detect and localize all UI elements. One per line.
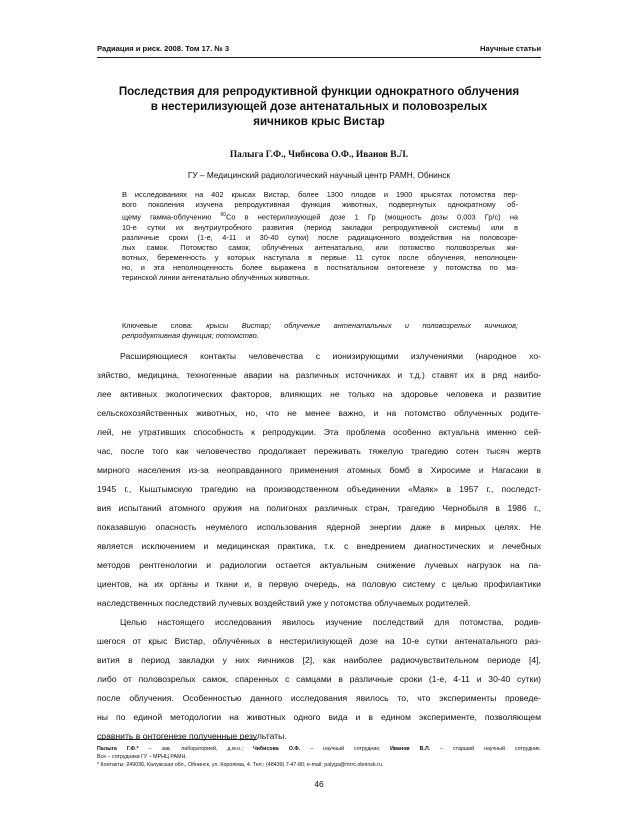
keywords-text: крысы Вистар; облучение антенатальных и половозрелых яичников; — [206, 321, 518, 330]
paragraph-line: 1945 г., Кыштымскую трагедию на производственном объединении «Маяк» в 1957 г., последст- — [97, 484, 541, 494]
paragraph-line: ны по единой методологии на животных одного вида и в едином эксперименте, позволяющем — [97, 712, 541, 722]
paragraph-line: либо от половозрелых самок, спаренных с самцами в различные сроки (1-е, 4-11 и 30-40 сутки) — [97, 674, 541, 684]
abstract-text: Co в нестерилизующей дозе 1 Гр (мощность дозы 0,003 Гр/с) на — [226, 212, 519, 222]
keywords-label: Ключевые слова: — [122, 321, 207, 330]
paragraph-line: вития в период закладки у них яичников [2], как наиболее радиочувствительном периоде [4], — [97, 655, 541, 665]
article-title — [97, 84, 541, 129]
abstract-line: лых самок. Потомство самок, облучённых антенатально, или потомство половозрелых жи- — [122, 242, 518, 252]
article-authors: Палыга Г.Ф., Чибисова О.Ф., Иванов В.Л. — [229, 150, 409, 160]
title-line: яичников крыс Вистар — [253, 115, 385, 128]
title-line: в нестерилизующей дозе антенатальных и половозрелых — [150, 100, 488, 113]
keywords — [122, 321, 518, 341]
abstract-line: В исследованиях на 402 крысах Вистар, более 1300 плодов и 1900 крысятах потомства пер- — [122, 190, 518, 199]
running-header — [97, 43, 541, 57]
paragraph-line: сравнить в онтогенезе полученные результаты. — [97, 731, 287, 741]
section-name: Научные статьи — [480, 44, 541, 53]
abstract-line: но, и эта неполноценность более выражена в постнатальном онтогенезе у потомства по ма- — [122, 263, 518, 273]
author-name: Палыга Г.Ф.* — [97, 746, 139, 752]
footnotes — [97, 745, 541, 769]
paragraph-line: сельскохозяйственных животных, но, что не менее важно, и на потомство облученных родите- — [97, 408, 541, 418]
abstract-line: 10-е сутки их внутриутробного развития (период закладки репродуктивной системы) или в — [122, 222, 518, 232]
keywords-line: репродуктивная функция; потомство. — [122, 331, 259, 341]
abstract-line: различные сроки (1-е, 4-11 и 30-40 сутки) после радиационного воздействия на половозре- — [122, 232, 518, 242]
paragraph-line: Расширяющиеся контакты человечества с ионизирующими излучениями (народное хо- — [120, 351, 541, 361]
isotope-mass-number: 60 — [220, 212, 227, 219]
paragraph-line: является исключением и медицинская практика, т.к. с внедрением диагностических и лечебных — [97, 541, 541, 551]
header-divider — [97, 57, 541, 58]
paragraph-line: после облучения. Особенностью данного исследования явилось то, что эксперименты проведе- — [97, 693, 541, 703]
paragraph-line: мирного населения из-за неоправданного применения атомных бомб в Хиросиме и Нагасаки в — [97, 465, 541, 475]
author-affiliation: ГУ – Медицинский радиологический научный центр РАМН, Обнинск — [187, 170, 451, 180]
abstract-line — [122, 210, 518, 223]
footnote-contacts: * Контакты: 249036, Калужская обл., Обнинск, ул. Королева, 4. Тел.: (48439) 7-47-80; e-mail: palyga@mrrc.obninsk.ru. — [97, 762, 384, 768]
paragraph-line: наследственных последствий лучевых воздействий уже у потомства облучаемых родителей. — [97, 598, 471, 608]
keywords-line — [122, 321, 518, 331]
abstract-line: вотных, беременность у которых наступала в первые 11 суток после облучения, неполноцен- — [122, 253, 518, 263]
footnote-line: Все – сотрудники ГУ – МРНЦ РАМН. — [97, 754, 187, 760]
abstract-line: вого поколения изучена репродуктивная функция животных, подвергнутых однократному об- — [122, 200, 518, 210]
abstract — [122, 190, 518, 283]
paragraph-line: методов рентгенологии и радиологии остается актуальным снижение лучевых нагрузок на па- — [97, 560, 541, 570]
journal-citation: Радиация и риск. 2008. Том 17. № 3 — [97, 44, 230, 53]
author-role: – старший научный сотрудник. — [430, 746, 541, 752]
abstract-text: щему гамма-облучению — [122, 212, 221, 222]
footnote-line — [97, 745, 541, 753]
paragraph-line: лее активных экологических факторов, влияющих не только на здоровье человека и развитие — [97, 389, 541, 399]
author-role: – зав. лабораторией, д.м.н.; — [138, 746, 253, 752]
author-name: Чибисова О.Ф. — [252, 746, 301, 752]
footnote-divider — [97, 739, 257, 740]
paragraph-line: шегося от крыс Вистар, облучённых в нестерилизующей дозе на 10-е сутки антенатального раз- — [97, 636, 541, 646]
paragraph-line: показавшую опасность неумелого использования ядерной энергии даже в мирных целях. Не — [97, 522, 541, 532]
paragraph-line: зяйство, медицина, техногенные аварии на различных источниках и т.д.) ставят их в ряд наибо- — [97, 370, 541, 380]
paragraph-line: Целью настоящего исследования явилось изучение последствий для потомства, родив- — [120, 617, 541, 627]
paragraph-line: вия испытаний атомного оружия на полигонах различных стран, трагедию Чернобыля в 1986 г., — [97, 503, 541, 513]
abstract-line: теринской линии антенатально облучённых животных. — [122, 273, 310, 283]
paragraph-line: лей, не утративших способность к репродукции. Эта проблема особенно актуальна именно сей- — [97, 427, 541, 437]
author-role: – научный сотрудник; — [300, 746, 391, 752]
paragraph-line: час, после того как человечество продолжает переживать тяжелую трагедию сотен тысяч жертв — [97, 446, 541, 456]
paragraph-line: циентов, на их органы и ткани и, в первую очередь, на половую систему с целью профилактики — [97, 579, 541, 589]
title-line: Последствия для репродуктивной функции однократного облучения — [118, 85, 520, 98]
author-name: Иванов В.Л. — [390, 746, 431, 752]
page-number: 46 — [314, 779, 324, 789]
